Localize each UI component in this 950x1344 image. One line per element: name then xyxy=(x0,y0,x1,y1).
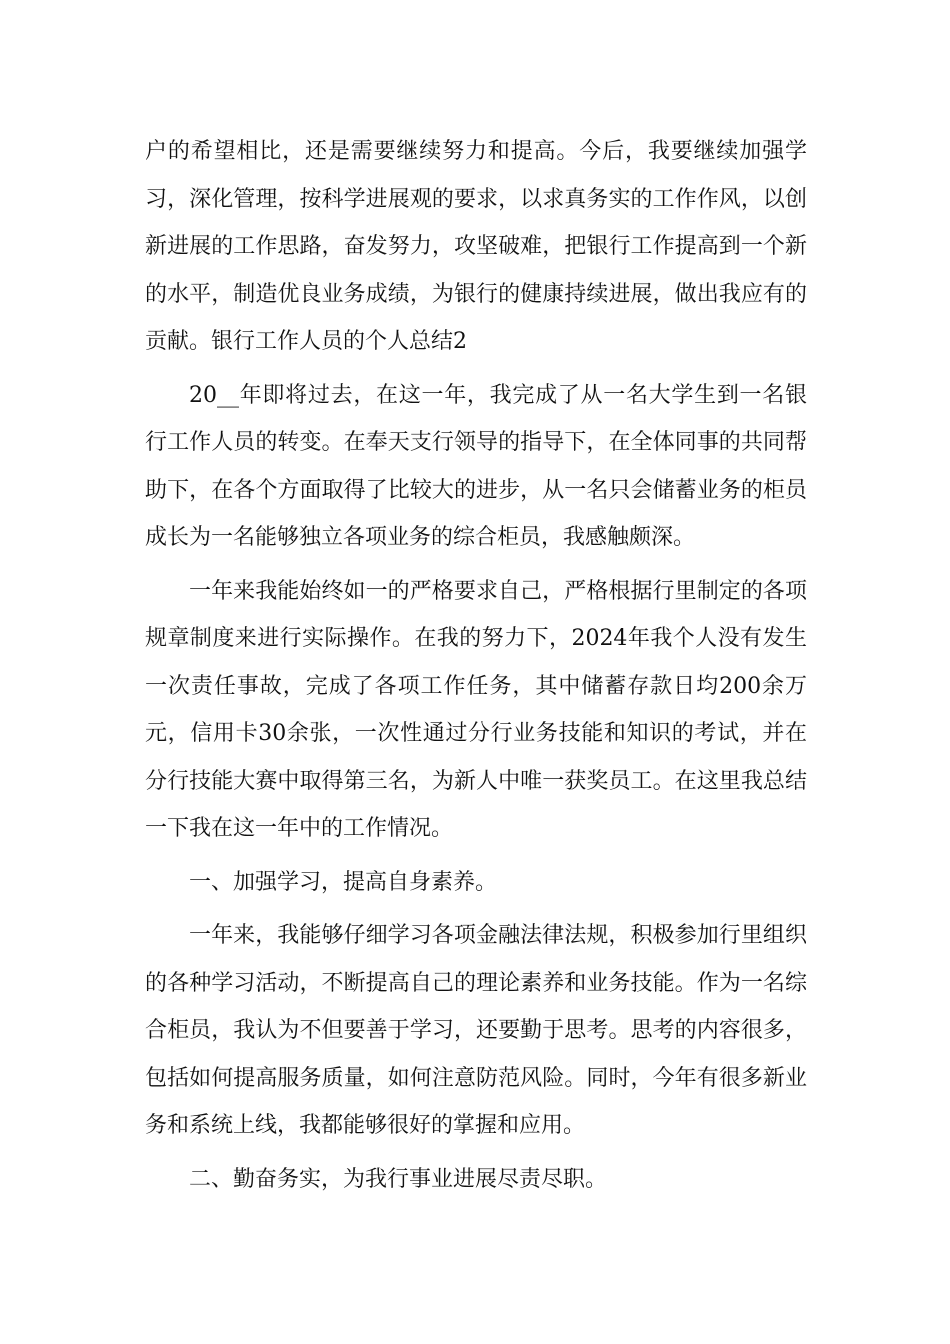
section-heading-diligence: 二、勤奋务实，为我行事业进展尽责尽职。 xyxy=(189,1166,608,1192)
paragraph-continued: 户的希望相比，还是需要继续努力和提高。今后，我要继续加强学习，深化管理，按科学进展观的要求，以求真务实的工作作风，以创新进展的工作思路，奋发努力，攻坚破难，把银行工作提高到一个新的水平，制造优良业务成绩，为银行的健康持续进展，做出我应有的贡献。银行工作人员的个人总结2 xyxy=(145,139,807,354)
paragraph-year-summary: 20__年即将过去，在这一年，我完成了从一名大学生到一名银行工作人员的转变。在奉天支行领导的指导下，在全体同事的共同帮助下，在各个方面取得了比较大的进步，从一名只会储蓄业务的柜员成长为一名能够独立各项业务的综合柜员，我感触颇深。 xyxy=(145,382,807,550)
document-body xyxy=(145,128,807,1203)
paragraph-study: 一年来，我能够仔细学习各项金融法律法规，积极参加行里组织的各种学习活动，不断提高自己的理论素养和业务技能。作为一名综合柜员，我认为不但要善于学习，还要勤于思考。思考的内容很多，包括如何提高服务质量，如何注意防范风险。同时，今年有很多新业务和系统上线，我都能够很好的掌握和应用。 xyxy=(145,923,807,1138)
section-heading-study: 一、加强学习，提高自身素养。 xyxy=(189,869,498,895)
paragraph-work-record: 一年来我能始终如一的严格要求自己，严格根据行里制定的各项规章制度来进行实际操作。在我的努力下，2024年我个人没有发生一次责任事故，完成了各项工作任务，其中储蓄存款日均200余万元，信用卡30余张，一次性通过分行业务技能和知识的考试，并在分行技能大赛中取得第三名，为新人中唯一获奖员工。在这里我总结一下我在这一年中的工作情况。 xyxy=(145,578,807,841)
